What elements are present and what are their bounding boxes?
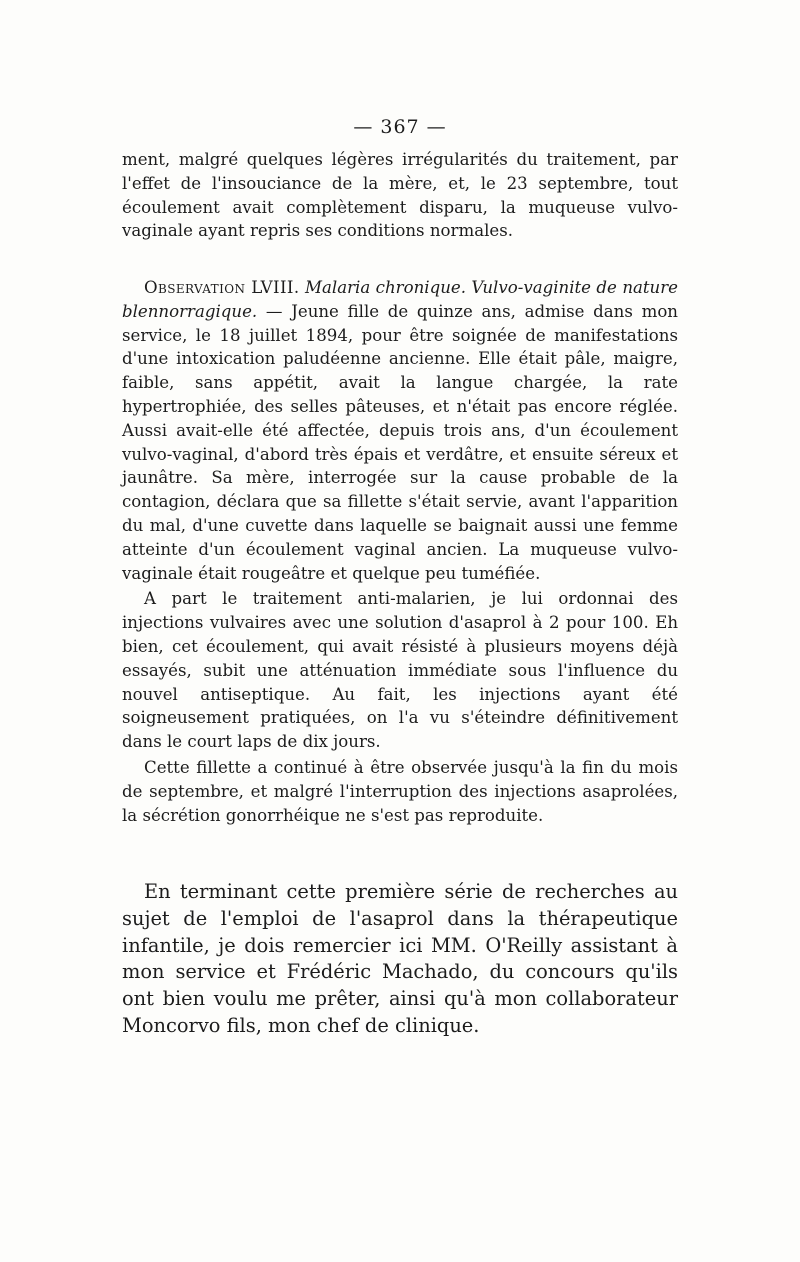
observation-body: — Jeune fille de quinze ans, admise dans mon service, le 18 juillet 1894, pour être soignée de manifestations d'une intoxication paludéenne ancienne. Elle était pâle, maigre, faible, sans appétit, avait la langue chargée, la rate hypertrophiée, des selles pâteuses, et n'était pas encore réglée. Aussi avait-elle été affectée, depuis trois ans, d'un écoulement vulvo-vaginal, d'abord très épais et verdâtre, et ensuite séreux et jaunâtre. Sa mère, interrogée sur la cause probable de la contagion, déclara que sa fillette s'était servie, avant l'apparition du mal, d'une cuvette dans laquelle se baignait aussi une femme atteinte d'un écoulement vaginal ancien. La muqueuse vulvo-vaginale était rougeâtre et quelque peu tuméfiée. xyxy=(122,301,678,583)
paragraph-continuation-block xyxy=(122,148,678,243)
observation-block xyxy=(122,276,678,827)
observation-title: Malaria chronique. Vulvo-vaginite de nature blennorragique. xyxy=(122,278,679,321)
observation-label: Observation LVIII. xyxy=(144,278,300,297)
closing-paragraph: En terminant cette première série de recherches au sujet de l'emploi de l'asaprol dans la thérapeutique infantile, je dois remercier ici MM. O'Reilly assistant à mon service et Frédéric Machado, du concours qu'ils ont bien voulu me prêter, ainsi qu'à mon collaborateur Moncorvo fils, mon chef de clinique. xyxy=(122,880,678,1037)
followup-paragraph: Cette fillette a continué à être observée jusqu'à la fin du mois de septembre, et malgré l'interruption des injections asaprolées, la sécrétion gonorrhéique ne s'est pas reproduite. xyxy=(122,757,678,825)
paragraph-continuation: ment, malgré quelques légères irrégularités du traitement, par l'effet de l'insouciance de la mère, et, le 23 septembre, tout écoulement avait complètement disparu, la muqueuse vulvo-vaginale ayant repris ses conditions normales. xyxy=(122,150,678,241)
page-number: — 367 — xyxy=(353,116,447,138)
treatment-paragraph: A part le traitement anti-malarien, je lui ordonnai des injections vulvaires avec une solution d'asaprol à 2 pour 100. Eh bien, cet écoulement, qui avait résisté à plusieurs moyens déjà essayés, subit une atténuation immédiate sous l'influence du nouvel antiseptique. Au fait, les injections ayant été soigneusement pratiquées, on l'a vu s'éteindre définitivement dans le court laps de dix jours. xyxy=(122,589,678,752)
closing-block xyxy=(122,879,678,1040)
observation-paragraph xyxy=(122,276,678,585)
